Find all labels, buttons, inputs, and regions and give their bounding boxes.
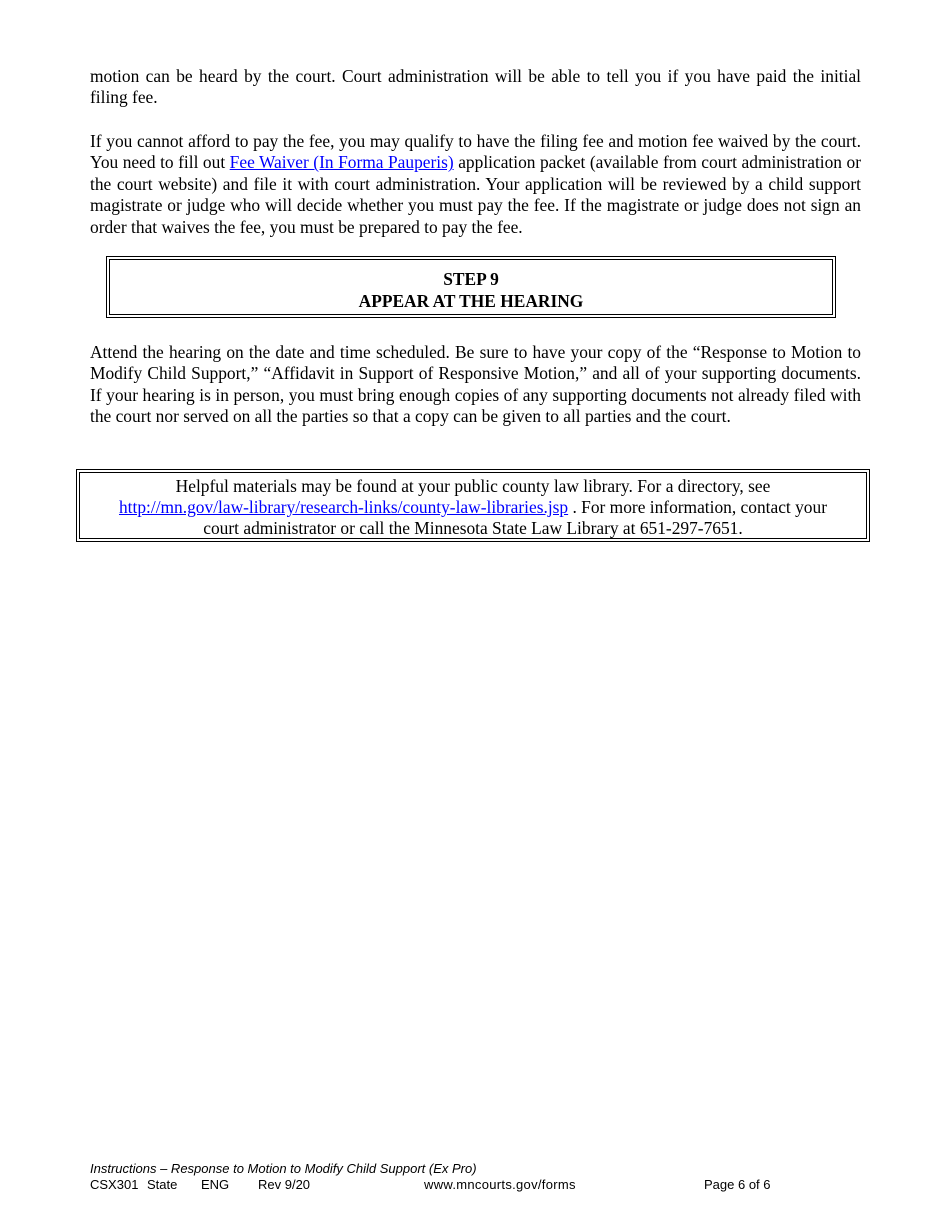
footer-meta: [90, 1177, 870, 1193]
footer-document-title: Instructions – Response to Motion to Modify Child Support (Ex Pro): [90, 1161, 477, 1176]
footer-language: ENG: [201, 1177, 230, 1192]
county-law-libraries-link[interactable]: http://mn.gov/law-library/research-links/county-law-libraries.jsp: [118, 497, 569, 517]
info-line-2-text: . For more information, contact your: [568, 497, 827, 517]
paragraph-fee-waiver: [90, 131, 861, 238]
footer-page-number: Page 6 of 6: [704, 1177, 771, 1192]
footer-state: State: [147, 1177, 178, 1192]
footer-website: www.mncourts.gov/forms: [424, 1177, 576, 1192]
law-library-info-box: [79, 472, 867, 539]
info-line-3: court administrator or call the Minnesota State Law Library at 651-297-7651.: [203, 518, 743, 538]
fee-waiver-text-after: application packet (available from court administration or the court website) and file it with court administration. Your application will be reviewed by a child support magistrate or judge who will decide whether you must pay the fee. If the magistrate or judge does not sign an order that waives the fee, you must be prepared to pay the fee.: [90, 152, 861, 237]
paragraph-filing-fee: motion can be heard by the court. Court administration will be able to tell you if you have paid the initial filing fee.: [90, 66, 861, 108]
footer-form-code: CSX301: [90, 1177, 139, 1192]
footer-revision: Rev 9/20: [258, 1177, 311, 1192]
info-line-1: Helpful materials may be found at your public county law library. For a directory, see: [175, 476, 771, 496]
fee-waiver-link[interactable]: Fee Waiver (In Forma Pauperis): [229, 152, 454, 173]
step-number: STEP 9: [443, 269, 499, 289]
page-footer: [90, 1161, 870, 1193]
info-line-2: [80, 497, 866, 518]
paragraph-attend-hearing: Attend the hearing on the date and time scheduled. Be sure to have your copy of the “Response to Motion to Modify Child Support,” “Affidavit in Support of Responsive Motion,” and all of your supporting documents. If your hearing is in person, you must bring enough copies of any supporting documents not already filed with the court nor served on all the parties so that a copy can be given to all parties and the court.: [90, 342, 861, 427]
step-9-heading-box: [109, 259, 833, 315]
step-title: APPEAR AT THE HEARING: [358, 291, 584, 311]
fee-waiver-text-before: If you cannot afford to pay the fee, you may qualify to have the filing fee and motion fee waived by the court. You need to fill out: [90, 131, 861, 173]
